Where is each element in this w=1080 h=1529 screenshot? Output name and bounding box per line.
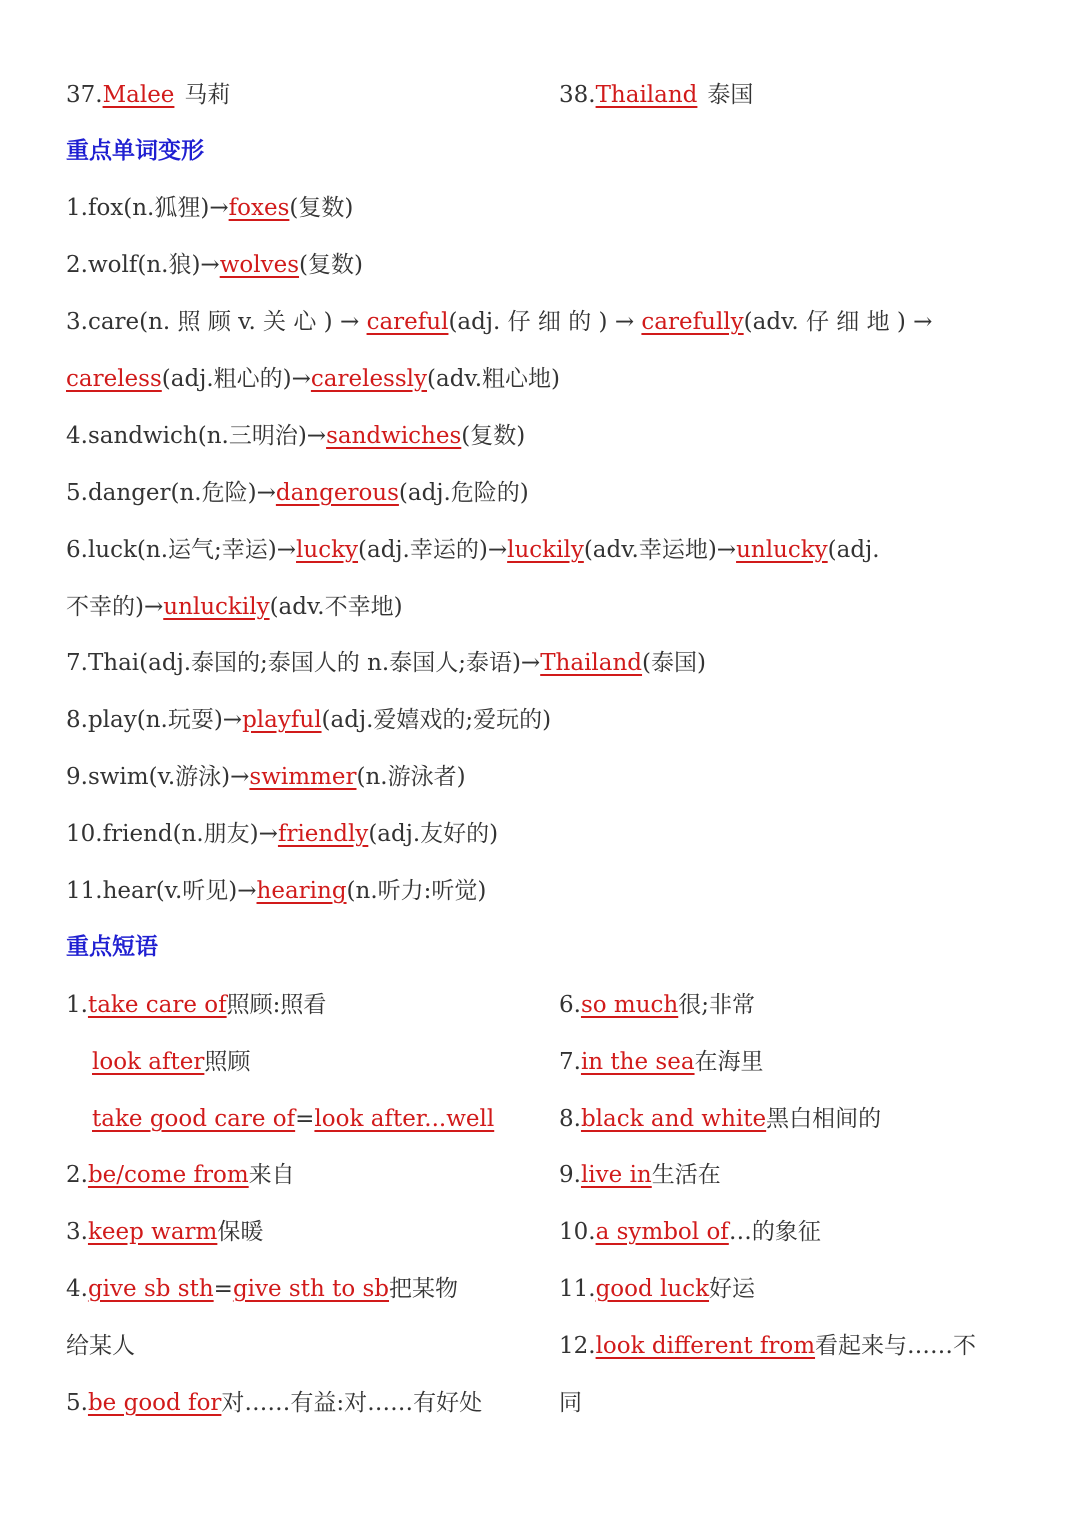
answer-word: Thailand (540, 650, 643, 676)
section-heading-word-forms: 重点单词变形 (66, 138, 204, 164)
prompt-text: (adj.友好的) (368, 821, 499, 847)
word-form-line (66, 248, 363, 282)
item-meaning: 照顾:照看 (226, 992, 327, 1018)
phrase-item (559, 1329, 976, 1363)
phrase-item (559, 1215, 821, 1249)
answer-phrase: take good care of (92, 1106, 296, 1132)
prompt-text: 2.wolf(n.狼)→ (66, 252, 220, 278)
prompt-text: 6.luck(n.运气;幸运)→ (66, 537, 297, 563)
answer-phrase: give sth to sb (232, 1276, 390, 1302)
word-form-line (66, 419, 525, 453)
answer-word: carelessly (310, 366, 428, 392)
prompt-text: (n.游泳者) (356, 764, 466, 790)
prompt-text: 10.friend(n.朋友)→ (66, 821, 278, 847)
item-meaning: 马莉 (184, 82, 231, 108)
answer-phrase: look different from (595, 1333, 816, 1359)
answer-phrase: good luck (595, 1276, 710, 1302)
prompt-text: 3.care(n. 照 顾 v. 关 心 ) → (66, 309, 367, 335)
phrase-item (66, 1272, 458, 1306)
answer-phrase: so much (580, 992, 679, 1018)
item-number: 5. (66, 1390, 88, 1416)
answer-word: sandwiches (326, 423, 462, 449)
word-form-line (66, 646, 706, 680)
phrase-item (559, 1045, 764, 1079)
prompt-text: (adj.粗心的)→ (161, 366, 311, 392)
equals-sign: = (213, 1276, 233, 1302)
item-number: 37. (66, 82, 103, 108)
item-number: 38. (559, 82, 596, 108)
prompt-text: (adj. (827, 537, 880, 563)
word-form-line (66, 590, 403, 624)
vocab-item-37 (66, 78, 230, 112)
answer-phrase: look after (92, 1049, 205, 1075)
answer-word: lucky (296, 537, 359, 563)
phrase-item (66, 1386, 482, 1420)
item-number: 2. (66, 1162, 88, 1188)
prompt-text: 7.Thai(adj.泰国的;泰国人的 n.泰国人;泰语)→ (66, 650, 541, 676)
answer-word: Malee (102, 82, 175, 108)
answer-phrase: give sb sth (87, 1276, 214, 1302)
item-meaning: 泰国 (707, 82, 754, 108)
answer-word: unlucky (736, 537, 828, 563)
prompt-text: (泰国) (642, 650, 706, 676)
phrase-item (66, 1329, 135, 1363)
prompt-text: (复数) (461, 423, 526, 449)
answer-phrase: keep warm (87, 1219, 218, 1245)
answer-word: wolves (219, 252, 300, 278)
prompt-text: (adv.幸运地)→ (583, 537, 737, 563)
prompt-text: (复数) (289, 195, 354, 221)
word-form-line (66, 476, 529, 510)
prompt-text: (adj.爱嬉戏的;爱玩的) (321, 707, 552, 733)
answer-phrase: be good for (87, 1390, 222, 1416)
item-number: 3. (66, 1219, 88, 1245)
answer-word: careful (366, 309, 449, 335)
item-meaning: 保暖 (217, 1219, 264, 1245)
item-number: 9. (559, 1162, 581, 1188)
answer-phrase: live in (580, 1162, 652, 1188)
phrase-item (66, 988, 326, 1022)
answer-word: unluckily (163, 594, 270, 620)
prompt-text: 9.swim(v.游泳)→ (66, 764, 250, 790)
prompt-text: 不幸的)→ (66, 594, 164, 620)
item-meaning: 同 (559, 1390, 582, 1416)
word-form-line (66, 305, 932, 339)
answer-word: careless (66, 366, 162, 392)
item-number: 10. (559, 1219, 596, 1245)
answer-phrase: be/come from (87, 1162, 249, 1188)
answer-word: dangerous (275, 480, 399, 506)
item-meaning: 看起来与……不 (815, 1333, 977, 1359)
answer-phrase: black and white (580, 1106, 767, 1132)
item-number: 1. (66, 992, 88, 1018)
item-meaning: 生活在 (651, 1162, 721, 1188)
answer-word: playful (242, 707, 322, 733)
answer-word: friendly (277, 821, 369, 847)
word-form-line (66, 760, 466, 794)
answer-phrase: in the sea (580, 1049, 695, 1075)
prompt-text: (adj.幸运的)→ (358, 537, 508, 563)
prompt-text: (n.听力:听觉) (346, 878, 487, 904)
phrase-item (66, 1215, 263, 1249)
word-form-line (66, 362, 560, 396)
phrase-item (66, 1158, 295, 1192)
prompt-text: 8.play(n.玩耍)→ (66, 707, 243, 733)
phrase-item (559, 1102, 881, 1136)
prompt-text: (adv. 仔 细 地 ) → (743, 309, 933, 335)
answer-word: Thailand (595, 82, 698, 108)
prompt-text: (复数) (299, 252, 363, 278)
answer-phrase: a symbol of (595, 1219, 729, 1245)
item-meaning: 把某物 (389, 1276, 459, 1302)
prompt-text: 4.sandwich(n.三明治)→ (66, 423, 327, 449)
item-number: 6. (559, 992, 581, 1018)
prompt-text: 1.fox(n.狐狸)→ (66, 195, 229, 221)
prompt-text: (adv.粗心地) (427, 366, 560, 392)
item-number: 7. (559, 1049, 581, 1075)
phrase-item (92, 1045, 250, 1079)
item-meaning: 很;非常 (678, 992, 755, 1018)
item-meaning: 给某人 (66, 1333, 135, 1359)
answer-phrase: take care of (87, 992, 227, 1018)
word-form-line (66, 874, 486, 908)
item-meaning: 来自 (248, 1162, 295, 1188)
equals-sign: = (295, 1106, 315, 1132)
item-meaning: 对……有益:对……有好处 (221, 1390, 483, 1416)
prompt-text: 11.hear(v.听见)→ (66, 878, 257, 904)
item-number: 8. (559, 1106, 581, 1132)
phrase-item (559, 1386, 582, 1420)
item-number: 11. (559, 1276, 596, 1302)
item-number: 4. (66, 1276, 88, 1302)
prompt-text: (adj.危险的) (398, 480, 529, 506)
phrase-item (559, 1158, 721, 1192)
answer-word: carefully (641, 309, 744, 335)
answer-word: hearing (256, 878, 347, 904)
answer-word: foxes (228, 195, 290, 221)
answer-word: luckily (507, 537, 584, 563)
item-meaning: 黑白相间的 (766, 1106, 882, 1132)
item-number: 12. (559, 1333, 596, 1359)
item-meaning: …的象征 (728, 1219, 821, 1245)
word-form-line (66, 703, 551, 737)
word-form-line (66, 817, 498, 851)
word-form-line (66, 533, 880, 567)
phrase-item (559, 1272, 755, 1306)
phrase-item (92, 1102, 494, 1136)
word-form-line (66, 191, 353, 225)
prompt-text: (adv.不幸地) (269, 594, 403, 620)
answer-phrase: look after...well (314, 1106, 495, 1132)
answer-word: swimmer (249, 764, 357, 790)
item-meaning: 照顾 (204, 1049, 251, 1075)
section-heading-phrases: 重点短语 (66, 934, 158, 960)
item-meaning: 在海里 (694, 1049, 764, 1075)
vocab-item-38 (559, 78, 753, 112)
prompt-text: 5.danger(n.危险)→ (66, 480, 276, 506)
phrase-item (559, 988, 755, 1022)
item-meaning: 好运 (709, 1276, 756, 1302)
prompt-text: (adj. 仔 细 的 ) → (448, 309, 642, 335)
